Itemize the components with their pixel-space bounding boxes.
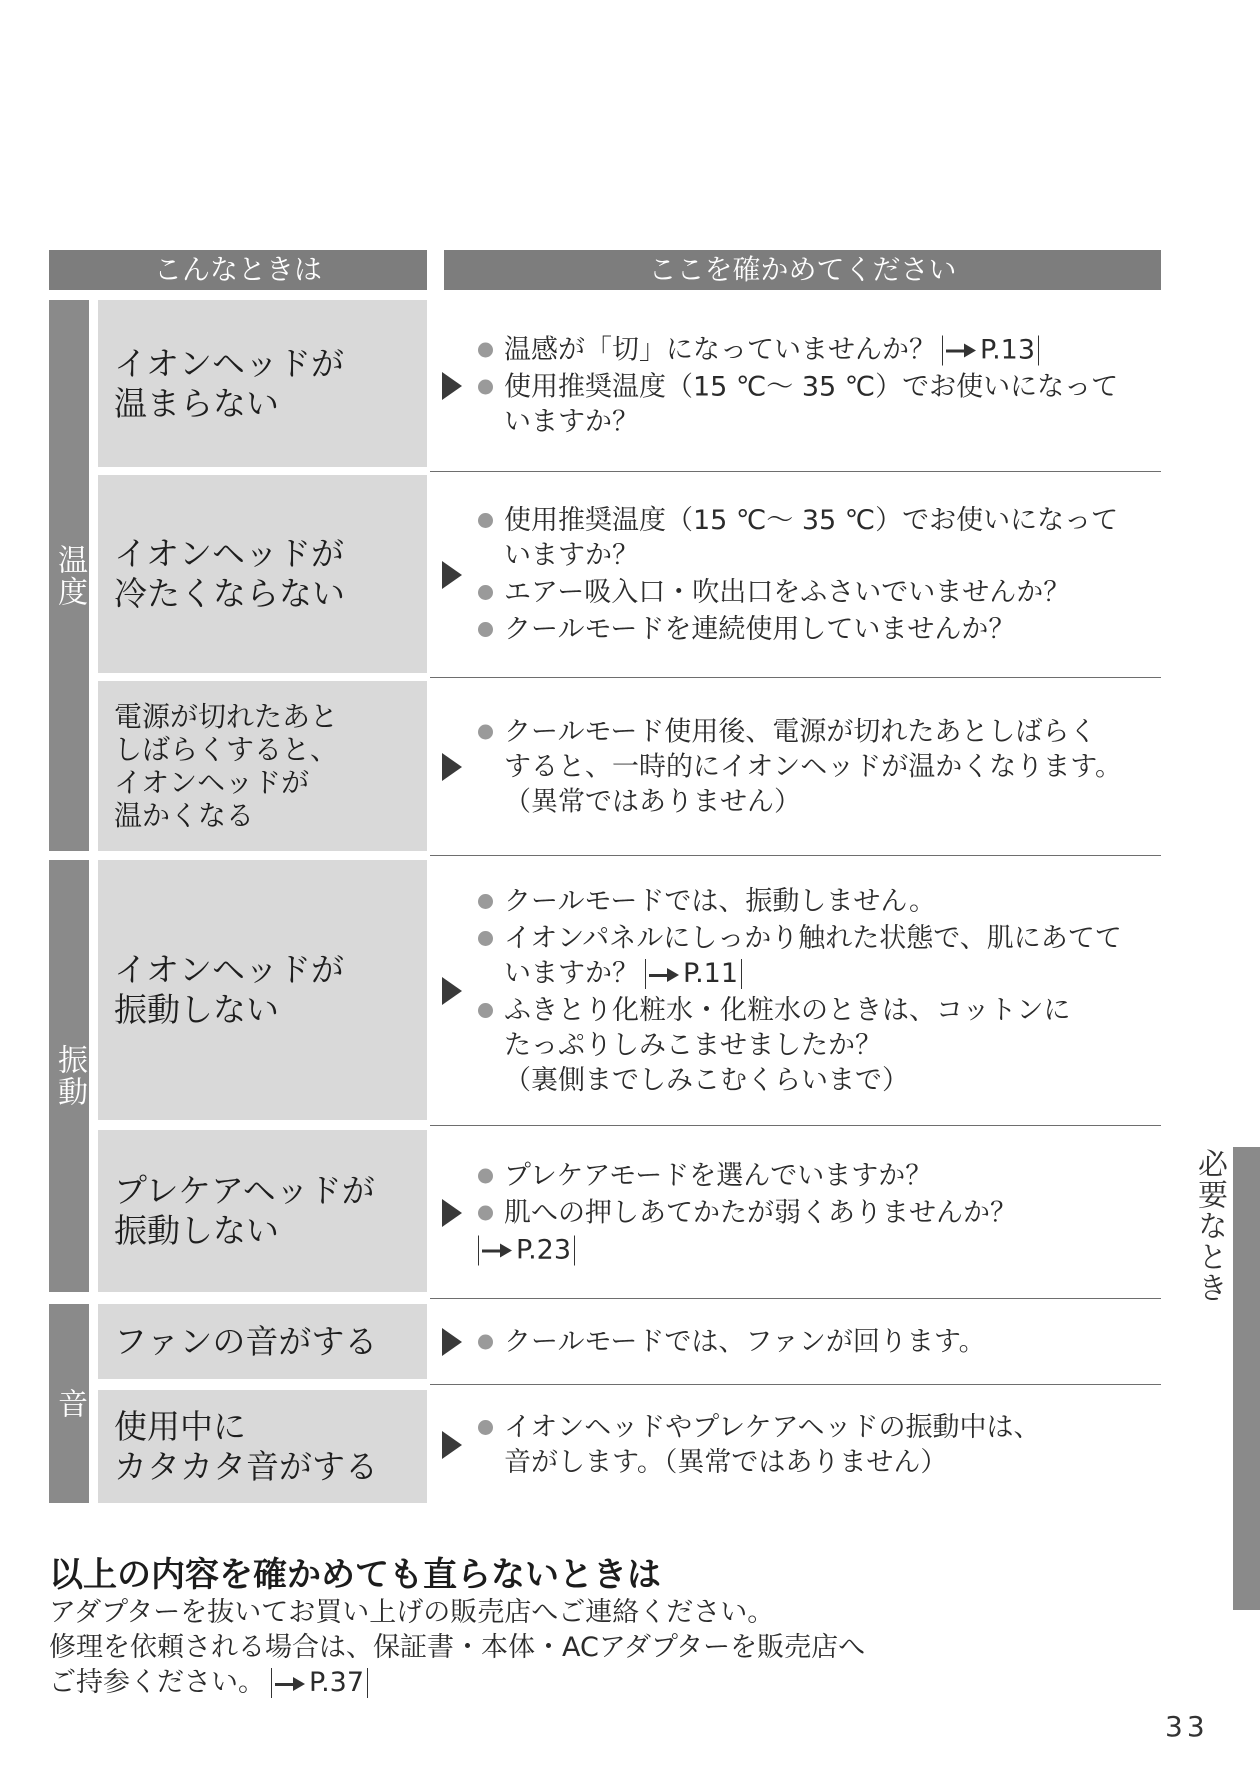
symptom-line: ファンの音がする	[114, 1321, 378, 1361]
bullet-icon	[478, 342, 493, 357]
footer-body	[49, 1595, 865, 1700]
header-check: ここを確かめてください	[444, 250, 1161, 290]
symptom-fan-noise	[98, 1304, 427, 1379]
arrow-icon	[442, 753, 462, 781]
arrow-icon	[442, 372, 462, 400]
list-item: クールモード使用後、電源が切れたあとしばらく すると、一時的にイオンヘッドが温かくなります。 （異常ではありません）	[478, 715, 1153, 820]
category-sound: 音	[49, 1304, 89, 1503]
footer-line: ご持参ください。	[49, 1667, 265, 1698]
list-item: ふきとり化粧水・化粧水のときは、コットンに たっぷりしみこませましたか？ （裏側までしみこむくらいまで）	[478, 993, 1153, 1098]
check-cell	[430, 473, 1161, 678]
reference-arrow-icon	[946, 347, 976, 355]
check-cell	[430, 857, 1161, 1126]
symptom-line: イオンヘッドが	[114, 343, 345, 383]
arrow-icon	[442, 1328, 462, 1356]
bullet-icon	[478, 931, 493, 946]
symptom-line: しばらくすると、	[114, 733, 339, 766]
symptom-no-vibration-precare	[98, 1130, 427, 1292]
check-cell	[430, 300, 1161, 472]
arrow-icon	[442, 977, 462, 1005]
symptom-line: カタカタ音がする	[114, 1446, 378, 1486]
bullet-icon	[478, 585, 493, 600]
symptom-line: 使用中に	[114, 1406, 246, 1446]
list-item: 使用推奨温度（15 ℃～ 35 ℃）でお使いになって いますか？	[478, 369, 1153, 439]
arrow-icon	[442, 561, 462, 589]
reference-arrow-icon	[482, 1247, 512, 1255]
symptom-line: 温まらない	[114, 383, 279, 423]
bullet-icon	[478, 1205, 493, 1220]
symptom-line: 振動しない	[114, 1211, 279, 1250]
check-cell	[430, 1127, 1161, 1299]
reference-arrow-icon	[275, 1680, 305, 1688]
bullet-icon	[478, 1335, 493, 1350]
symptom-line: イオンヘッドが	[114, 950, 345, 989]
arrow-icon	[442, 1199, 462, 1227]
list-item: クールモードを連続使用していませんか？	[478, 612, 1153, 647]
header-when: こんなときは	[49, 250, 427, 290]
bullet-icon	[478, 379, 493, 394]
list-item: イオンパネルにしっかり触れた状態で、肌にあてて いますか？ P.11	[478, 921, 1153, 991]
symptom-line: プレケアヘッドが	[114, 1171, 375, 1210]
list-item: クールモードでは、振動しません。	[478, 884, 1153, 919]
category-temperature: 温度	[49, 300, 89, 851]
page-reference: P.37	[271, 1668, 368, 1698]
symptom-rattle-noise	[98, 1390, 427, 1503]
symptom-line: イオンヘッドが	[114, 766, 310, 799]
list-item: イオンヘッドやプレケアヘッドの振動中は、 音がします。（異常ではありません）	[478, 1410, 1153, 1480]
symptom-warm-after-off	[98, 681, 427, 851]
check-cell	[430, 1386, 1161, 1503]
page-number: 33	[1165, 1710, 1209, 1743]
list-item: 温感が「切」になっていませんか？ P.13	[478, 332, 1153, 367]
page-reference: P.13	[942, 335, 1039, 365]
list-item: 使用推奨温度（15 ℃～ 35 ℃）でお使いになって いますか？	[478, 503, 1153, 573]
bullet-icon	[478, 1168, 493, 1183]
bullet-icon	[478, 725, 493, 740]
page-reference: P.11	[645, 959, 742, 989]
list-item: プレケアモードを選んでいますか？	[478, 1158, 1153, 1193]
bullet-icon	[478, 894, 493, 909]
symptom-no-vibration-ion	[98, 860, 427, 1120]
symptom-line: イオンヘッドが	[114, 534, 345, 573]
reference-arrow-icon	[649, 971, 679, 979]
side-tab-bar	[1233, 1147, 1260, 1610]
list-item: エアー吸入口・吹出口をふさいでいませんか？	[478, 575, 1153, 610]
bullet-icon	[478, 1420, 493, 1435]
bullet-icon	[478, 622, 493, 637]
page-reference: P.23	[478, 1235, 575, 1265]
symptom-line: 電源が切れたあと	[114, 700, 339, 733]
symptom-line: 冷たくならない	[114, 574, 345, 613]
symptom-not-cool	[98, 475, 427, 673]
arrow-icon	[442, 1431, 462, 1459]
bullet-icon	[478, 1003, 493, 1018]
list-item: クールモードでは、ファンが回ります。	[478, 1325, 1153, 1360]
footer-line: アダプターを抜いてお買い上げの販売店へご連絡ください。	[49, 1597, 775, 1628]
footer-line: 修理を依頼される場合は、保証書・本体・ACアダプターを販売店へ	[49, 1632, 866, 1663]
check-cell	[430, 1300, 1161, 1385]
symptom-line: 温かくなる	[114, 799, 255, 832]
symptom-line: 振動しない	[114, 990, 279, 1029]
footer-title: 以上の内容を確かめても直らないときは	[49, 1555, 661, 1595]
list-item: 肌への押しあてかたが弱くありませんか？	[478, 1195, 1153, 1230]
side-tab-label: 必要なとき	[1192, 1148, 1227, 1303]
list-item	[478, 1232, 1153, 1267]
category-vibration: 振動	[49, 860, 89, 1292]
check-cell	[430, 679, 1161, 856]
symptom-not-warm	[98, 300, 427, 467]
bullet-icon	[478, 513, 493, 528]
